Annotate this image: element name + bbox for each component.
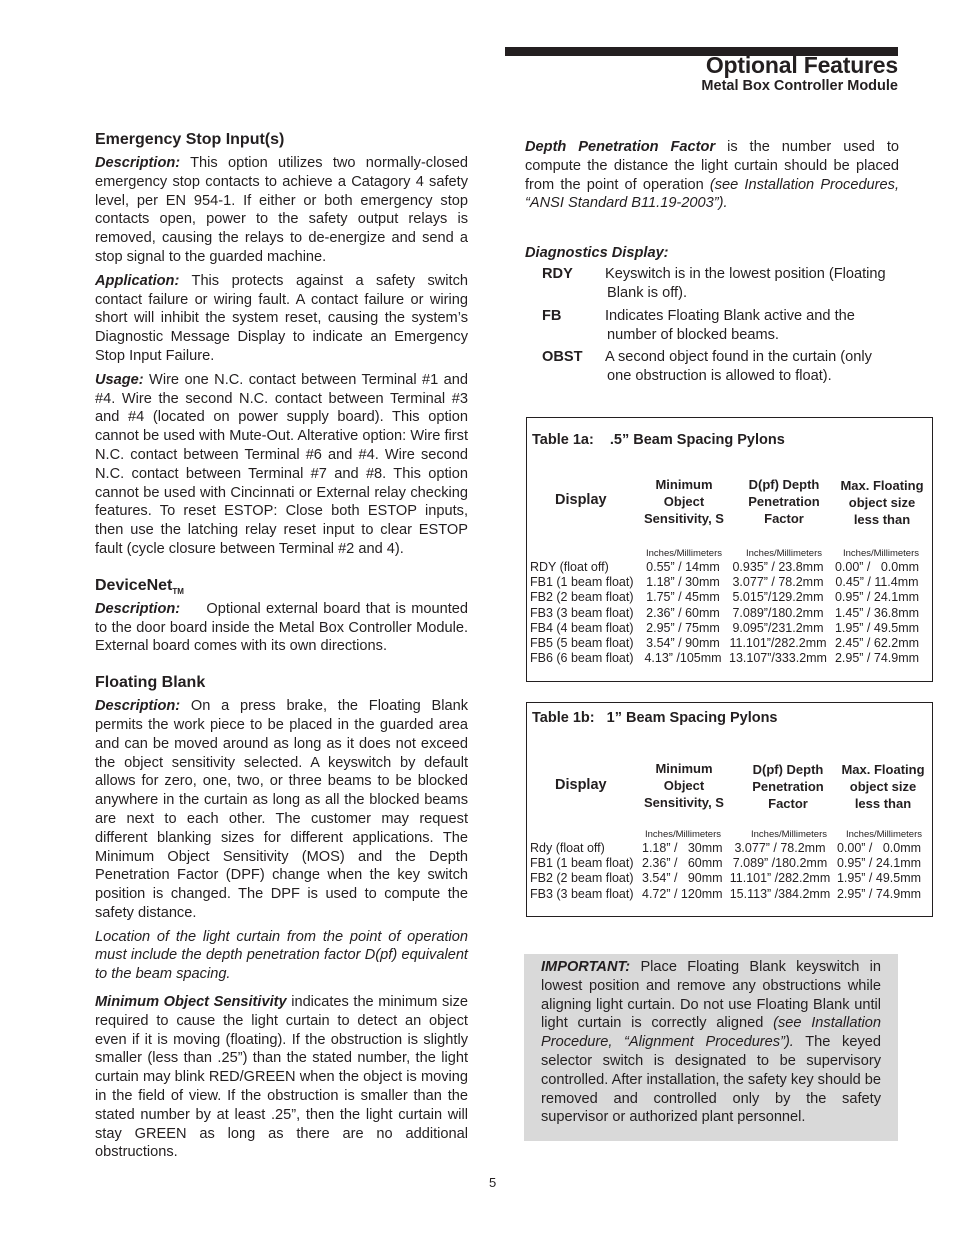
description-lead: Description: [95, 698, 181, 715]
header-line: Minimum [655, 761, 713, 776]
table-cell: 1.95” / 49.5mm [834, 620, 920, 635]
table-cell: 0.95” / 24.1mm [834, 590, 920, 605]
usage-text: Wire one N.C. contact between Terminal #1 and #4. Wire the second N.C. contact between Terminal #3 and #4 (located on power supply board). This option cannot be used with Mute-Out. Alterative option: Wire first N.C. contact between Terminal #6 and #4. Wire second N.C. contact between Terminal #7 and #8. This option cannot be used with Cincinnati or External relay checking features. To reset ESTOP: Close both ESTOP inputs, then use the latching relay reset input to clear ESTOP fault (cycle closure between Terminal #2 and 4). [95, 371, 468, 557]
table-cell: 2.95” / 74.9mm [834, 651, 920, 666]
table-cell: FB3 (3 beam float) [530, 605, 634, 620]
left-column [95, 131, 477, 1167]
table-cell: 7.089”/180.2mm [732, 605, 824, 620]
table-cell: 9.095”/231.2mm [732, 620, 824, 635]
table-row [530, 621, 926, 636]
table-cell: Rdy (float off) [530, 841, 605, 855]
header-line: Factor [768, 796, 808, 811]
description-text: Optional external board that is mounted to the door board inside the Metal Box Controller Module. External board comes with its own directions. [95, 600, 477, 655]
diagnostic-line: Indicates Floating Blank active and the [605, 307, 855, 324]
table-cell: 4.13” /105mm [644, 651, 722, 666]
table-row [530, 560, 926, 575]
header-line: D(pf) Depth [748, 477, 820, 492]
table-cell: FB5 (5 beam float) [530, 636, 634, 651]
table-title: Table 1a: .5” Beam Spacing Pylons [532, 432, 785, 448]
column-header-display: Display [555, 492, 607, 508]
table-title: Table 1b: 1” Beam Spacing Pylons [532, 710, 778, 726]
table-cell: 15.113” /384.2mm [729, 886, 831, 901]
diagnostics-title: Diagnostics Display: [525, 245, 669, 262]
description-text: This option utilizes two normally-closed emergency stop contacts to achieve a Catagory 4 safety level, per EN 954-1. If either or both emergency stop contacts open, power to the safety output relays is removed, causing the relays to de-energize and send a stop signal to the guarded machine. [95, 155, 468, 265]
table-cell: FB4 (4 beam float) [530, 620, 634, 635]
diagnostic-line: Blank is off). [607, 284, 688, 301]
usage-lead: Usage: [95, 371, 144, 388]
header-line: Max. Floating [840, 478, 924, 493]
table-cell: FB6 (6 beam float) [530, 651, 634, 666]
table-row [530, 841, 926, 856]
table-cell: 3.54” / 90mm [646, 636, 720, 651]
units-label: Inches/Millimeters [842, 548, 920, 559]
description-lead: Description: [95, 155, 181, 171]
devicenet-section [95, 576, 477, 656]
trademark-mark: TM [172, 586, 184, 596]
table-cell: 1.95” / 49.5mm [836, 871, 922, 886]
emergency-stop-section [95, 131, 468, 559]
table-row [530, 651, 926, 666]
column-header-dpf [737, 761, 839, 812]
page-title: Optional Features [705, 52, 898, 78]
table-row [530, 606, 926, 621]
table-cell: 2.45” / 62.2mm [834, 636, 920, 651]
table-cell: FB2 (2 beam float) [530, 871, 634, 886]
header-line: Factor [764, 511, 804, 526]
header-line: object size [849, 779, 917, 794]
table-cell: RDY (float off) [530, 560, 609, 574]
table-cell: 1.18” / 30mm [642, 841, 723, 855]
table-row [530, 887, 926, 902]
table-cell: 0.00” / 0.0mm [836, 841, 922, 855]
table-cell: 0.45” / 11.4mm [835, 575, 919, 590]
units-label: Inches/Millimeters [750, 829, 828, 840]
header-line: less than [854, 796, 912, 811]
header-line: D(pf) Depth [752, 762, 824, 777]
important-text [541, 958, 881, 1127]
diagnostic-line: number of blocked beams. [607, 326, 779, 343]
units-label: Inches/Millimeters [644, 829, 722, 840]
description-lead: Description: [95, 600, 181, 617]
table-row [530, 636, 926, 651]
column-header-dpf [733, 476, 835, 527]
table-cell: 0.55” / 14mm [646, 560, 720, 574]
mos-text: indicates the minimum size required to cause the light curtain to detect an object even if it is moving (floating). If the obstruction is slightly smaller (less than .25”) than the stated number, the light curtain may blink RED/GREEN when the object is moving in the field of view. If the obstruction is smaller than the stated number by at least .25”, then the light curtain will stay GREEN as long as there are no additional obstructions. [95, 994, 468, 1161]
floating-blank-description [95, 697, 468, 923]
important-lead: IMPORTANT: [541, 959, 631, 975]
floating-blank-section [95, 674, 468, 1162]
column-header-max [833, 477, 931, 528]
table-cell: 3.077” / 78.2mm [732, 575, 824, 590]
table-body [530, 560, 926, 666]
emergency-stop-application [95, 272, 468, 366]
header-line: Max. Floating [841, 762, 925, 777]
table-body [530, 841, 926, 902]
diagnostic-code: FB [542, 307, 562, 324]
column-header-mos [637, 760, 731, 811]
diagnostic-description [607, 265, 899, 303]
units-label: Inches/Millimeters [645, 548, 723, 559]
mos-lead: Minimum Object Sensitivity [95, 994, 287, 1011]
devicenet-description [95, 600, 477, 656]
table-cell: 1.75” / 45mm [646, 590, 720, 605]
application-text: This protects against a safety switch contact failure or wiring fault. A contact failure or wiring short will inhibit the system reset, causing the system’s Diagnostic Message Display to indicate an Emergency Stop Input Failure. [95, 272, 468, 364]
header-line: Object [663, 494, 705, 509]
mos-paragraph [95, 993, 468, 1162]
header-line: less than [853, 512, 911, 527]
table-cell: 2.36” / 60mm [642, 856, 723, 871]
dpf-lead: Depth Penetration Factor [525, 139, 716, 155]
table-1a [526, 417, 933, 682]
header-line: Sensitivity, S [644, 511, 724, 526]
table-cell: 0.935” / 23.8mm [732, 560, 824, 574]
location-note: Location of the light curtain from the point of operation must include the depth penetration factor D(pf) equivalent to the beam spacing. [95, 928, 468, 983]
table-row [530, 575, 926, 590]
emergency-stop-description [95, 154, 468, 267]
table-cell: FB1 (1 beam float) [530, 856, 634, 871]
header-line: object size [848, 495, 916, 510]
diagnostic-description [607, 307, 899, 345]
header-line: Penetration [752, 779, 824, 794]
diagnostic-code: OBST [542, 349, 583, 366]
table-cell: 13.107”/333.2mm [729, 651, 827, 666]
important-reference: (see Installation Procedure, “Alignment Procedures”). [541, 1015, 882, 1051]
important-text-2: The keyed selector switch is designated to be supervisory controlled. After installation, the safety key should be removed and controlled only by the safety supervisor or authorized plant personnel. [541, 1034, 881, 1126]
header-line: Minimum [655, 477, 713, 492]
table-cell: 2.36” / 60mm [646, 605, 720, 620]
important-notice [524, 954, 898, 1141]
diagnostic-description [607, 348, 899, 386]
table-row [530, 856, 926, 871]
diagnostic-item [525, 348, 899, 386]
page-subtitle: Metal Box Controller Module [701, 78, 898, 94]
depth-penetration-paragraph [525, 138, 899, 213]
column-header-mos [637, 476, 731, 527]
column-header-display: Display [555, 777, 607, 793]
dpf-reference: (see Installation Procedures, “ANSI Standard B11.19-2003”). [525, 176, 900, 212]
application-lead: Application: [95, 272, 180, 289]
table-cell: 0.95” / 24.1mm [836, 856, 922, 871]
diagnostic-item [525, 265, 899, 303]
dpf-text: is the number used to compute the distance the light curtain should be placed from the point of operation [525, 139, 899, 193]
devicenet-heading-text: DeviceNet [95, 576, 173, 594]
diagnostic-item [525, 307, 899, 345]
table-cell: 1.18” / 30mm [646, 575, 720, 590]
description-text: On a press brake, the Floating Blank permits the work piece to be placed in the guarded area and can be moved around as long as it does not exceed the object sensitivity selected. A keyswitch by default allows for zero, one, two, or three beams to be blocked anywhere in the curtain as long as all the blocked beams are next to each other. The customer may request different blanking sizes for different applications. The Minimum Object Sensitivity (MOS) and the Depth Penetration Factor (DPF) change when the key switch position is changed. The DPF is used to compute the safety distance. [95, 698, 468, 921]
table-cell: 7.089” /180.2mm [732, 856, 828, 871]
header-line: Object [663, 778, 705, 793]
table-cell: 3.54” / 90mm [642, 871, 723, 886]
table-cell: 2.95” / 74.9mm [836, 886, 922, 901]
table-cell: 1.45” / 36.8mm [834, 605, 920, 620]
page-number: 5 [489, 1175, 497, 1190]
table-cell: 3.077” / 78.2mm [734, 841, 826, 855]
diagnostic-code: RDY [542, 266, 573, 283]
table-row [530, 590, 926, 605]
diagnostic-line: Keyswitch is in the lowest position (Floating [605, 266, 886, 283]
diagnostic-line: one obstruction is allowed to float). [607, 368, 832, 385]
table-1b [526, 702, 933, 917]
floating-blank-heading: Floating Blank [95, 674, 206, 692]
emergency-stop-heading: Emergency Stop Input(s) [95, 131, 285, 148]
column-header-max [835, 761, 931, 812]
devicenet-heading [95, 577, 468, 595]
table-cell: 11.101”/282.2mm [729, 636, 827, 651]
table-cell: 0.00” / 0.0mm [834, 560, 920, 574]
table-row [530, 871, 926, 886]
important-text-1: Place Floating Blank keyswitch in lowest position and remove any obstructions while aligning light curtain. Do not use Floating Blank until light curtain is correctly aligned [541, 959, 881, 1032]
table-cell: 5.015”/129.2mm [732, 590, 824, 605]
units-label: Inches/Millimeters [745, 548, 823, 559]
emergency-stop-usage [95, 371, 468, 559]
table-cell: FB1 (1 beam float) [530, 575, 634, 590]
right-column [525, 138, 899, 390]
table-cell: 11.101” /282.2mm [729, 871, 831, 886]
diagnostic-line: A second object found in the curtain (only [605, 349, 872, 366]
table-cell: FB3 (3 beam float) [530, 886, 634, 901]
table-cell: 2.95” / 75mm [646, 620, 720, 635]
table-cell: FB2 (2 beam float) [530, 590, 634, 605]
units-label: Inches/Millimeters [845, 829, 923, 840]
table-cell: 4.72” / 120mm [642, 886, 723, 901]
header-line: Sensitivity, S [644, 795, 724, 810]
header-line: Penetration [748, 494, 820, 509]
